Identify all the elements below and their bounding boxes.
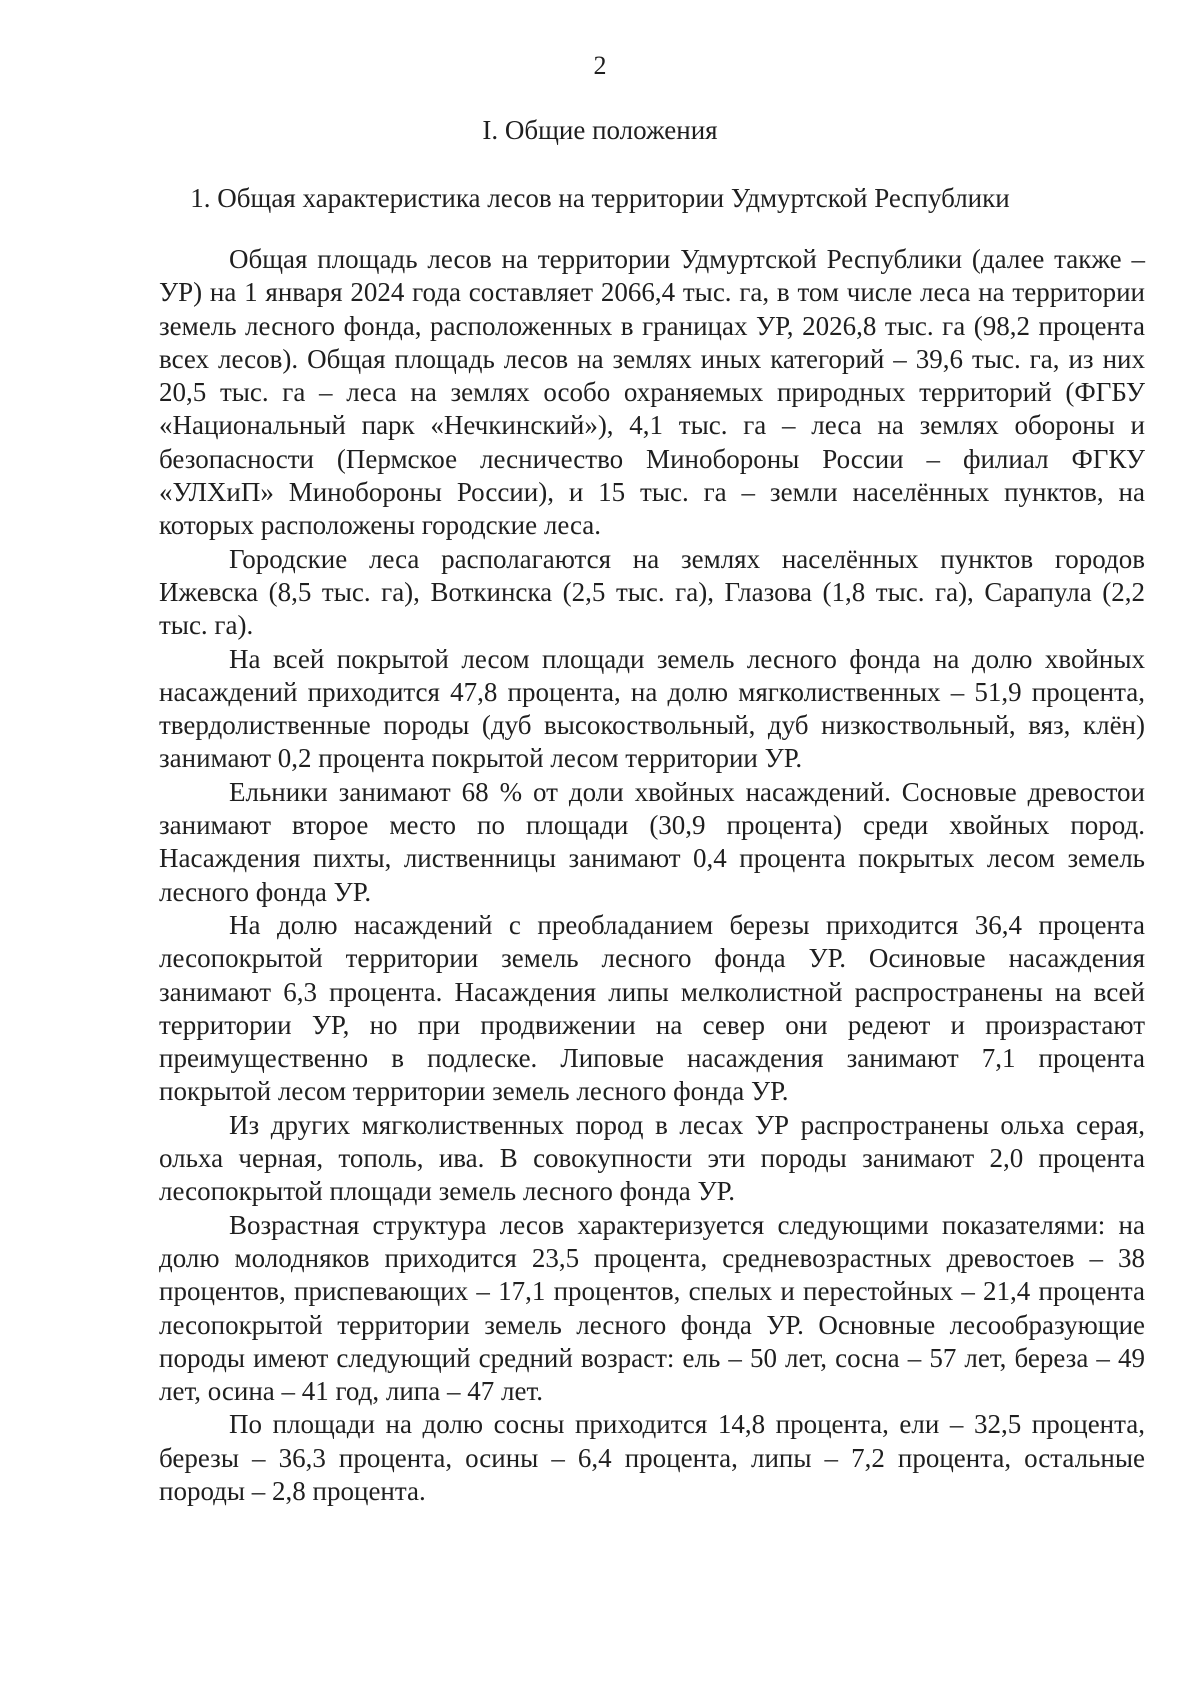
paragraph-urban-forests: Городские леса располагаются на землях населённых пунктов городов Ижевска (8,5 тыс. га), Воткинска (2,5 тыс. га), Глазова (1,8 тыс. га), Сарапула (2,2 тыс. га).: [159, 543, 1145, 641]
body-text: [159, 243, 1145, 1508]
paragraph-species-share: На всей покрытой лесом площади земель лесного фонда на долю хвойных насаждений приходится 47,8 процента, на долю мягколиственных – 51,9 процента, твердолиственные породы (дуб высокоствольный, дуб низкоствольный, вяз, клён) занимают 0,2 процента покрытой лесом территории УР.: [159, 643, 1145, 774]
page-number: 2: [593, 51, 607, 80]
section-title: I. Общие положения: [482, 115, 718, 145]
paragraph-conifers: Ельники занимают 68 % от доли хвойных насаждений. Сосновые древостои занимают второе место по площади (30,9 процента) среди хвойных пород. Насаждения пихты, лиственницы занимают 0,4 процента покрытых лесом земель лесного фонда УР.: [159, 776, 1145, 907]
paragraph-birch-aspen-linden: На долю насаждений с преобладанием березы приходится 36,4 процента лесопокрытой территории земель лесного фонда УР. Осиновые насаждения занимают 6,3 процента. Насаждения липы мелколистной распространены на всей территории УР, но при продвижении на север они редеют и произрастают преимущественно в подлеске. Липовые насаждения занимают 7,1 процента покрытой лесом территории земель лесного фонда УР.: [159, 909, 1145, 1107]
paragraph-age-structure: Возрастная структура лесов характеризуется следующими показателями: на долю молодняков приходится 23,5 процента, средневозрастных древостоев – 38 процентов, приспевающих – 17,1 процентов, спелых и перестойных – 21,4 процента лесопокрытой территории земель лесного фонда УР. Основные лесообразующие породы имеют следующий средний возраст: ель – 50 лет, сосна – 57 лет, береза – 49 лет, осина – 41 год, липа – 47 лет.: [159, 1209, 1145, 1407]
paragraph-forest-area: Общая площадь лесов на территории Удмуртской Республики (далее также – УР) на 1 января 2024 года составляет 2066,4 тыс. га, в том числе леса на территории земель лесного фонда, расположенных в границах УР, 2026,8 тыс. га (98,2 процента всех лесов). Общая площадь лесов на землях иных категорий – 39,6 тыс. га, из них 20,5 тыс. га – леса на землях особо охраняемых природных территорий (ФГБУ «Национальный парк «Нечкинский»), 4,1 тыс. га – леса на землях обороны и безопасности (Пермское лесничество Минобороны России – филиал ФГКУ «УЛХиП» Минобороны России), и 15 тыс. га – земли населённых пунктов, на которых расположены городские леса.: [159, 244, 1145, 541]
paragraph-area-by-species: По площади на долю сосны приходится 14,8 процента, ели – 32,5 процента, березы – 36,3 процента, осины – 6,4 процента, липы – 7,2 процента, остальные породы – 2,8 процента.: [159, 1409, 1145, 1506]
subsection-title: 1. Общая характеристика лесов на территории Удмуртской Республики: [190, 183, 1010, 213]
paragraph-other-softwood: Из других мягколиственных пород в лесах УР распространены ольха серая, ольха черная, тополь, ива. В совокупности эти породы занимают 2,0 процента лесопокрытой площади земель лесного фонда УР.: [159, 1109, 1145, 1207]
